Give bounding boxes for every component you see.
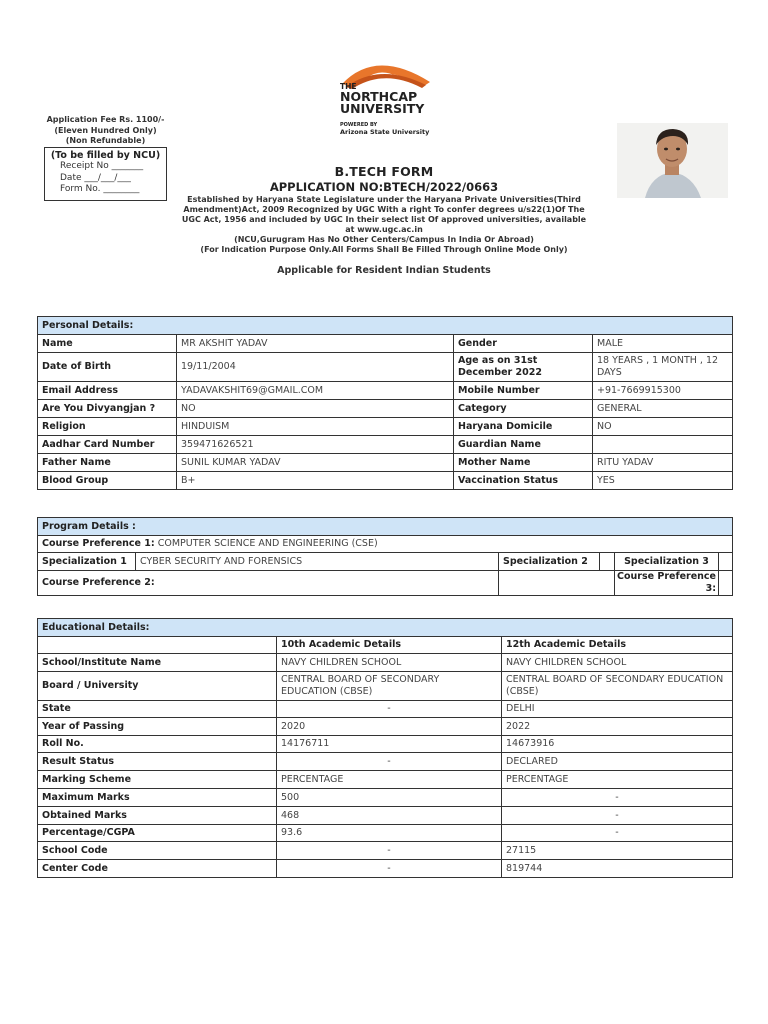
twelfth-value: - — [502, 789, 733, 807]
field-value: +91-7669915300 — [593, 382, 733, 400]
educational-details-header: Educational Details: — [38, 619, 733, 637]
empty-header-cell — [38, 637, 277, 654]
course-preference-3-value — [719, 571, 733, 596]
field-label: Mother Name — [454, 454, 593, 472]
field-value: 18 YEARS , 1 MONTH , 12 DAYS — [593, 353, 733, 382]
tenth-value: - — [277, 860, 502, 878]
form-no-line: Form No. ________ — [60, 184, 140, 194]
twelfth-value: - — [502, 825, 733, 842]
field-value: GENERAL — [593, 400, 733, 418]
field-value: 359471626521 — [177, 436, 454, 454]
field-value: SUNIL KUMAR YADAV — [177, 454, 454, 472]
specialization-1-value: CYBER SECURITY AND FORENSICS — [136, 553, 499, 571]
established-text: Established by Haryana State Legislature under the Haryana Private Universities(Third Amendment)Act, 2009 Recognized by UGC With a right To confer degrees u/s22(1)Of The UGC Act, 1956 and included by UGC In their select list Of approved universities, available at www.ugc.ac.in — [181, 195, 587, 234]
field-value: B+ — [177, 472, 454, 490]
tenth-value: CENTRAL BOARD OF SECONDARY EDUCATION (CBSE) — [277, 672, 502, 701]
applicant-photo — [617, 123, 728, 198]
office-use-title: (To be filled by NCU) — [50, 150, 161, 161]
row-label: Marking Scheme — [38, 771, 277, 789]
field-label: Aadhar Card Number — [38, 436, 177, 454]
field-label: Haryana Domicile — [454, 418, 593, 436]
field-value: YADAVAKSHIT69@GMAIL.COM — [177, 382, 454, 400]
twelfth-value: CENTRAL BOARD OF SECONDARY EDUCATION (CBSE) — [502, 672, 733, 701]
field-label: Category — [454, 400, 593, 418]
row-label: Center Code — [38, 860, 277, 878]
row-label: Obtained Marks — [38, 807, 277, 825]
field-value: MR AKSHIT YADAV — [177, 335, 454, 353]
tenth-value: 14176711 — [277, 736, 502, 753]
receipt-no-line: Receipt No _______ — [60, 161, 144, 171]
tenth-value: - — [277, 842, 502, 860]
field-label: Father Name — [38, 454, 177, 472]
specialization-3-label: Specialization 3 — [615, 553, 719, 571]
table-row — [38, 353, 733, 382]
fee-line: Application Fee Rs. 1100/- — [46, 115, 165, 124]
tenth-value: 2020 — [277, 718, 502, 736]
course-preference-2-label: Course Preference 2: — [38, 571, 499, 596]
form-header — [180, 164, 588, 255]
row-label: Roll No. — [38, 736, 277, 753]
field-value: MALE — [593, 335, 733, 353]
field-label: Gender — [454, 335, 593, 353]
specialization-2-label: Specialization 2 — [499, 553, 600, 571]
specialization-3-value — [719, 553, 733, 571]
course-preference-1-value: COMPUTER SCIENCE AND ENGINEERING (CSE) — [157, 538, 378, 549]
field-value: NO — [593, 418, 733, 436]
application-number: APPLICATION NO:BTECH/2022/0663 — [269, 180, 499, 194]
twelfth-value: DELHI — [502, 701, 733, 718]
table-row — [38, 400, 733, 418]
program-details-table — [37, 517, 733, 596]
field-label: Are You Divyangjan ? — [38, 400, 177, 418]
field-label: Age as on 31st December 2022 — [454, 353, 593, 382]
program-details-header: Program Details : — [38, 518, 733, 536]
table-row — [38, 736, 733, 753]
row-label: Maximum Marks — [38, 789, 277, 807]
educational-details-table — [37, 618, 733, 878]
table-row — [38, 701, 733, 718]
twelfth-value: NAVY CHILDREN SCHOOL — [502, 654, 733, 672]
tenth-value: - — [277, 753, 502, 771]
course-preference-2-value — [499, 571, 615, 596]
table-row — [38, 454, 733, 472]
specialization-2-value — [600, 553, 615, 571]
table-row — [38, 436, 733, 454]
field-label: Date of Birth — [38, 353, 177, 382]
table-row — [38, 536, 733, 553]
table-row — [38, 553, 733, 571]
purpose-note: (For Indication Purpose Only.All Forms Shall Be Filled Through Online Mode Only) — [200, 245, 568, 254]
table-row — [38, 571, 733, 596]
field-value: HINDUISM — [177, 418, 454, 436]
table-row — [38, 718, 733, 736]
logo-the-text: THE — [340, 82, 357, 91]
row-label: Percentage/CGPA — [38, 825, 277, 842]
tenth-value: PERCENTAGE — [277, 771, 502, 789]
field-value: NO — [177, 400, 454, 418]
field-label: Name — [38, 335, 177, 353]
table-row — [38, 860, 733, 878]
twelfth-value: 14673916 — [502, 736, 733, 753]
tenth-value: 500 — [277, 789, 502, 807]
personal-details-header: Personal Details: — [38, 317, 733, 335]
applicable-note: Applicable for Resident Indian Students — [277, 265, 491, 276]
table-row — [38, 418, 733, 436]
table-row — [38, 789, 733, 807]
tenth-value: 93.6 — [277, 825, 502, 842]
column-header-12th: 12th Academic Details — [502, 637, 733, 654]
logo-northcap-text: NORTHCAP — [340, 89, 418, 104]
logo-powered-text: POWERED BY — [340, 122, 378, 128]
date-line: Date ___/___/___ — [60, 172, 131, 183]
table-row — [38, 753, 733, 771]
university-logo — [336, 56, 436, 138]
twelfth-value: PERCENTAGE — [502, 771, 733, 789]
form-title: B.TECH FORM — [334, 164, 434, 179]
field-label: Religion — [38, 418, 177, 436]
tenth-value: NAVY CHILDREN SCHOOL — [277, 654, 502, 672]
row-label: School Code — [38, 842, 277, 860]
table-row — [38, 771, 733, 789]
field-label: Mobile Number — [454, 382, 593, 400]
logo-university-text: UNIVERSITY — [340, 101, 425, 116]
field-value: RITU YADAV — [593, 454, 733, 472]
tenth-value: - — [277, 701, 502, 718]
course-preference-1-label: Course Preference 1: — [42, 538, 155, 549]
row-label: Board / University — [38, 672, 277, 701]
field-label: Email Address — [38, 382, 177, 400]
twelfth-value: 27115 — [502, 842, 733, 860]
application-fee-note — [38, 115, 173, 147]
row-label: State — [38, 701, 277, 718]
row-label: School/Institute Name — [38, 654, 277, 672]
tenth-value: 468 — [277, 807, 502, 825]
field-label: Guardian Name — [454, 436, 593, 454]
table-row — [38, 654, 733, 672]
specialization-1-label: Specialization 1 — [38, 553, 136, 571]
field-value — [593, 436, 733, 454]
fee-line: (Eleven Hundred Only) — [54, 125, 157, 135]
fee-line: (Non Refundable) — [65, 136, 146, 145]
table-row — [38, 472, 733, 490]
row-label: Year of Passing — [38, 718, 277, 736]
campus-note: (NCU,Gurugram Has No Other Centers/Campus In India Or Abroad) — [234, 235, 534, 244]
field-value: YES — [593, 472, 733, 490]
row-label: Result Status — [38, 753, 277, 771]
personal-details-table — [37, 316, 733, 490]
logo-asu-text: Arizona State University — [340, 128, 430, 136]
table-row — [38, 335, 733, 353]
field-label: Vaccination Status — [454, 472, 593, 490]
table-row — [38, 825, 733, 842]
column-header-10th: 10th Academic Details — [277, 637, 502, 654]
twelfth-value: 819744 — [502, 860, 733, 878]
course-preference-3-label: Course Preference 3: — [615, 571, 719, 596]
table-row — [38, 842, 733, 860]
twelfth-value: 2022 — [502, 718, 733, 736]
table-row — [38, 672, 733, 701]
twelfth-value: DECLARED — [502, 753, 733, 771]
field-value: 19/11/2004 — [177, 353, 454, 382]
twelfth-value: - — [502, 807, 733, 825]
table-row — [38, 382, 733, 400]
field-label: Blood Group — [38, 472, 177, 490]
office-use-box — [44, 147, 167, 201]
table-row — [38, 807, 733, 825]
course-preference-1-cell — [38, 536, 733, 553]
